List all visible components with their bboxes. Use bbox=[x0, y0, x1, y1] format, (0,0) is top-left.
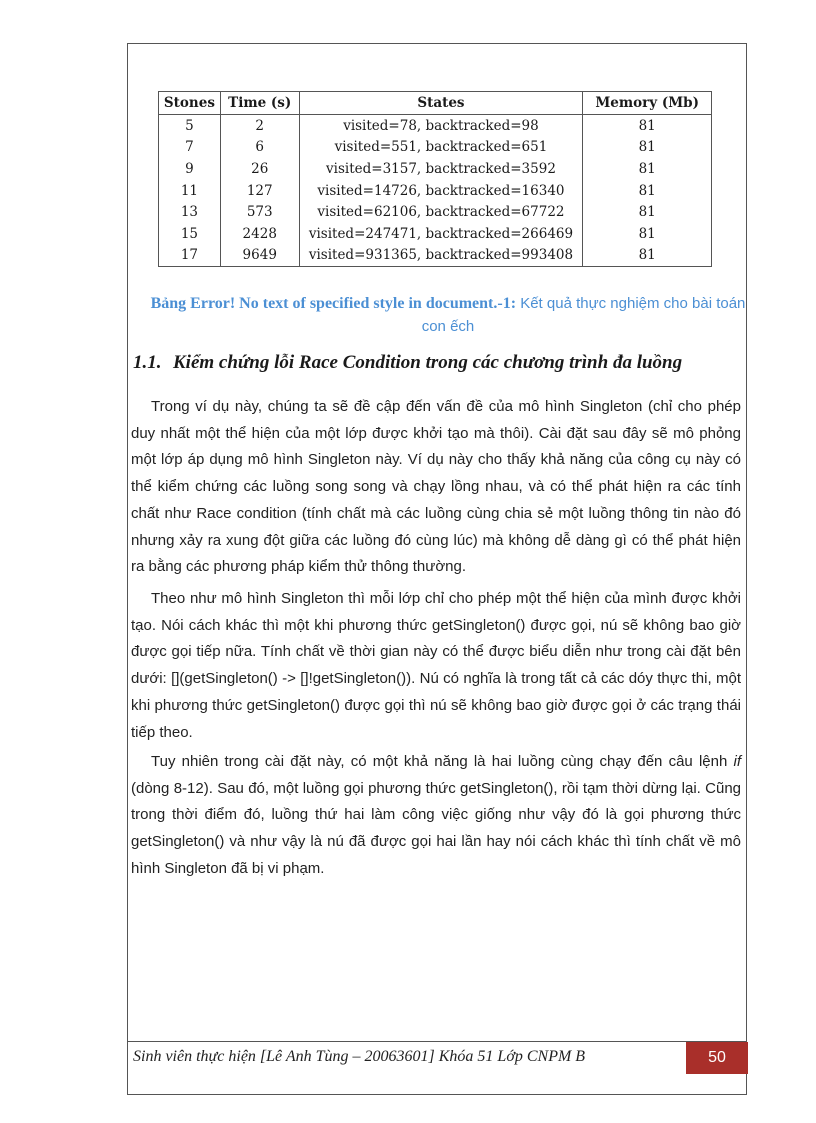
section-number: 1.1. bbox=[133, 352, 162, 373]
table-caption bbox=[150, 292, 746, 338]
footer-author: Sinh viên thực hiện [Lê Anh Tùng – 20063601] Khóa 51 Lớp CNPM B bbox=[133, 1048, 586, 1065]
cell-stones: 15 bbox=[159, 223, 221, 245]
cell-states: visited=62106, backtracked=67722 bbox=[299, 201, 583, 223]
caption-label: Bảng Error! No text of specified style in document.-1: bbox=[150, 295, 517, 312]
cell-states: visited=931365, backtracked=993408 bbox=[299, 245, 583, 267]
keyword-if: if bbox=[733, 753, 741, 770]
header-time: Time (s) bbox=[220, 92, 299, 115]
cell-stones: 5 bbox=[159, 115, 221, 137]
cell-memory: 81 bbox=[583, 245, 712, 267]
cell-memory: 81 bbox=[583, 158, 712, 180]
paragraph-1: Trong ví dụ này, chúng ta sẽ đề cập đến vấn đề của mô hình Singleton (chỉ cho phép duy nhất một thể hiện của một lớp được khởi tạo mà thôi). Cài đặt sau đây sẽ mô phỏng một lớp áp dụng mô hình Singleton này. Ví dụ này cho thấy khả năng của công cụ này có thể kiểm chứng các luồng song song và chạy lồng nhau, và có thể phát hiện ra các tính chất như Race condition (tính chất mà các luồng cùng chia sẻ một luồng thông tin nào đó nhưng xảy ra xung đột giữa các luồng đó cùng lúc) mà không dễ dàng gì có thể phát hiện ra bằng các phương pháp kiểm thử thông thường. bbox=[131, 398, 741, 576]
footer-divider bbox=[127, 1041, 747, 1042]
paragraph-2: Theo như mô hình Singleton thì mỗi lớp chỉ cho phép một thể hiện của mình được khởi tạo. Nói cách khác thì một khi phương thức getSingleton() được gọi, nú sẽ không bao giờ được gọi tiếp nữa. Tính chất về thời gian này có thể được biểu diễn như trong cài đặt bên dưới: [](getSingleton() -> []!getSingleton()). Nú có nghĩa là trong tất cả các dóy thực thi, một khi phương thức getSingleton() được gọi thì nú sẽ không bao giờ được gọi ở các trạng thái tiếp theo. bbox=[131, 590, 741, 741]
section-title: Kiểm chứng lỗi Race Condition trong các chương trình đa luồng bbox=[173, 352, 683, 373]
table-row bbox=[159, 137, 712, 159]
table-row bbox=[159, 223, 712, 245]
cell-memory: 81 bbox=[583, 180, 712, 202]
cell-time: 127 bbox=[220, 180, 299, 202]
paragraph-3-text-a: Tuy nhiên trong cài đặt này, có một khả năng là hai luồng cùng chạy đến câu lệnh bbox=[151, 753, 734, 770]
cell-states: visited=78, backtracked=98 bbox=[299, 115, 583, 137]
cell-memory: 81 bbox=[583, 137, 712, 159]
cell-stones: 17 bbox=[159, 245, 221, 267]
section-heading bbox=[133, 352, 733, 374]
table-row bbox=[159, 245, 712, 267]
cell-memory: 81 bbox=[583, 201, 712, 223]
cell-time: 573 bbox=[220, 201, 299, 223]
cell-time: 9649 bbox=[220, 245, 299, 267]
cell-time: 26 bbox=[220, 158, 299, 180]
header-memory: Memory (Mb) bbox=[583, 92, 712, 115]
cell-time: 2 bbox=[220, 115, 299, 137]
cell-stones: 9 bbox=[159, 158, 221, 180]
cell-stones: 11 bbox=[159, 180, 221, 202]
header-stones: Stones bbox=[159, 92, 221, 115]
table-row bbox=[159, 158, 712, 180]
paragraph-3-text-b: (dòng 8-12). Sau đó, một luồng gọi phương thức getSingleton(), rồi tạm thời dừng lại. Cũng trong thời điểm đó, luồng thứ hai làm công việc giống như vậy đó là gọi phương thức getSingleton() và như vậy là nú đã được gọi hai lần hay nói cách khác thì tính chất về mô hình Singleton đã bị vi phạm. bbox=[131, 779, 741, 877]
cell-time: 2428 bbox=[220, 223, 299, 245]
cell-states: visited=551, backtracked=651 bbox=[299, 137, 583, 159]
table-header-row bbox=[159, 92, 712, 115]
cell-stones: 13 bbox=[159, 201, 221, 223]
cell-time: 6 bbox=[220, 137, 299, 159]
table-row bbox=[159, 201, 712, 223]
cell-states: visited=3157, backtracked=3592 bbox=[299, 158, 583, 180]
cell-states: visited=14726, backtracked=16340 bbox=[299, 180, 583, 202]
results-table bbox=[158, 91, 712, 267]
page-number-badge: 50 bbox=[686, 1042, 748, 1074]
cell-states: visited=247471, backtracked=266469 bbox=[299, 223, 583, 245]
cell-memory: 81 bbox=[583, 223, 712, 245]
caption-text: Kết quả thực nghiệm cho bài toán con ếch bbox=[421, 295, 746, 335]
table-row bbox=[159, 180, 712, 202]
cell-memory: 81 bbox=[583, 115, 712, 137]
header-states: States bbox=[299, 92, 583, 115]
cell-stones: 7 bbox=[159, 137, 221, 159]
table-row bbox=[159, 115, 712, 137]
paragraph-3 bbox=[131, 749, 741, 883]
